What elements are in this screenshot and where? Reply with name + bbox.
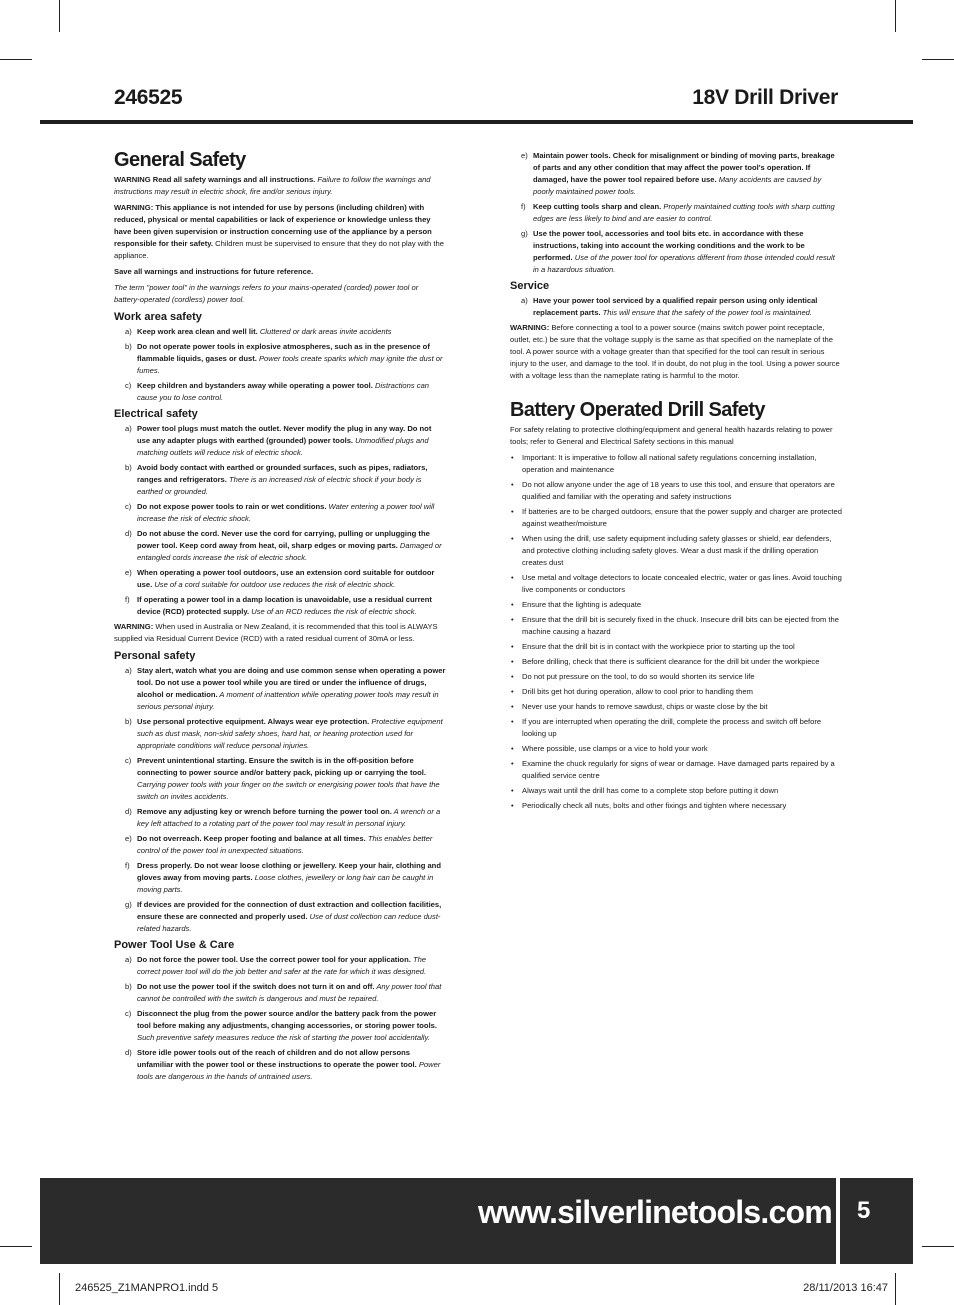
voltage-warning	[510, 322, 842, 382]
bullet-item: • If you are interrupted when operating the drill, complete the process and switch off before looking up	[510, 716, 842, 740]
bullet-item: • Before drilling, check that there is sufficient clearance for the drill bit under the workpiece	[510, 656, 842, 668]
list-item	[114, 1047, 446, 1083]
crop-mark	[922, 1246, 954, 1247]
item-marker: g)	[521, 229, 528, 238]
general-intro	[114, 174, 446, 306]
item-italic-text: Use of a cord suitable for outdoor use reduces the risk of electric shock.	[152, 580, 396, 589]
bullet-item: • Use metal and voltage detectors to locate concealed electric, water or gas lines. Avoid touching live components or conductors	[510, 572, 842, 596]
item-italic-text: Loose clothes, jewellery or long hair can be caught in moving parts.	[137, 873, 434, 894]
item-italic-text: Use of dust collection can reduce dust-related hazards.	[137, 912, 441, 933]
item-bold-text: Use the power tool, accessories and tool bits etc. in accordance with these instructions, taking into account the working conditions and the work to be performed.	[533, 229, 805, 262]
italic-text: The term "power tool" in the warnings refers to your mains-operated (corded) power tool or battery-operated (cordless) power tool.	[114, 283, 419, 304]
intro-paragraph	[114, 282, 446, 306]
item-marker: f)	[125, 595, 130, 604]
item-marker: a)	[521, 296, 528, 305]
item-italic-text: Damaged or entangled cords increase the risk of electric shock.	[137, 541, 442, 562]
list-item	[114, 326, 446, 338]
item-bold-text: Use personal protective equipment. Always wear eye protection.	[137, 717, 370, 726]
personal-heading: Personal safety	[114, 650, 196, 662]
crop-mark	[59, 0, 60, 32]
electrical-heading: Electrical safety	[114, 408, 198, 420]
item-bold-text: Avoid body contact with earthed or grounded surfaces, such as pipes, radiators, ranges and refrigerators.	[137, 463, 428, 484]
list-item	[114, 380, 446, 404]
bullet-item: • Important: It is imperative to follow all national safety regulations concerning installation, operation and maintenance	[510, 452, 842, 476]
bullet-item: • Do not put pressure on the tool, to do so would shorten its service life	[510, 671, 842, 683]
tool-use-continued-list	[510, 150, 842, 276]
item-marker: c)	[125, 502, 132, 511]
item-italic-text: The correct power tool will do the job better and safer at the rate for which it was designed.	[137, 955, 427, 976]
item-marker: a)	[125, 955, 132, 964]
bullet-item: • Examine the chuck regularly for signs of wear or damage. Have damaged parts repaired by a qualified service centre	[510, 758, 842, 782]
bullet-item: • Ensure that the drill bit is in contact with the workpiece prior to starting up the tool	[510, 641, 842, 653]
item-marker: e)	[125, 834, 132, 843]
product-code: 246525	[114, 86, 183, 109]
item-bold-text: Prevent unintentional starting. Ensure the switch is in the off-position before connecting to power source and/or battery pack, picking up or carrying the tool.	[137, 756, 427, 777]
list-item	[114, 806, 446, 830]
list-item	[114, 833, 446, 857]
product-title: 18V Drill Driver	[692, 86, 838, 109]
item-italic-text: Any power tool that cannot be controlled with the switch is dangerous and must be repaired.	[137, 982, 442, 1003]
list-item	[114, 665, 446, 713]
item-italic-text: Unmodified plugs and matching outlets will reduce risk of electric shock.	[137, 436, 429, 457]
item-italic-text: Many accidents are caused by poorly maintained power tools.	[533, 175, 822, 196]
crop-mark	[895, 1273, 896, 1305]
header-rule	[40, 120, 913, 124]
list-item	[510, 228, 842, 276]
footer-separator	[836, 1178, 840, 1264]
item-marker: c)	[125, 1009, 132, 1018]
item-marker: a)	[125, 666, 132, 675]
body-text: Children must be supervised to ensure that they do not play with the appliance.	[114, 239, 444, 260]
item-bold-text: Do not expose power tools to rain or wet conditions.	[137, 502, 327, 511]
item-italic-text: Distractions can cause you to lose control.	[137, 381, 430, 402]
item-bold-text: Maintain power tools. Check for misalignment or binding of moving parts, breakage of parts and any other condition that may affect the power tool's operation. If damaged, have the power tool repaired before use.	[533, 151, 835, 184]
item-marker: a)	[125, 424, 132, 433]
general-safety-heading: General Safety	[114, 149, 246, 171]
item-italic-text: Carrying power tools with your finger on the switch or energising power tools that have the switch on invites accidents.	[137, 780, 440, 801]
item-marker: c)	[125, 381, 132, 390]
item-bold-text: Do not force the power tool. Use the correct power tool for your application.	[137, 955, 411, 964]
warning-text: Before connecting a tool to a power source (mains switch power point receptacle, outlet, etc.) be sure that the voltage supply is the same as that specified on the nameplate of the tool. A power source with a voltage greater than that specified for the tool can result in serious injury to the user, and damage to the tool. If in doubt, do not plug in the tool. Using a power source with a voltage less than the nameplate rating is harmful to the motor.	[510, 323, 840, 380]
item-marker: b)	[125, 463, 132, 472]
item-marker: b)	[125, 982, 132, 991]
item-bold-text: When operating a power tool outdoors, use an extension cord suitable for outdoor use.	[137, 568, 435, 589]
item-bold-text: Keep cutting tools sharp and clean.	[533, 202, 662, 211]
bullet-item: • When using the drill, use safety equipment including safety glasses or shield, ear defenders, and protective clothing including safety gloves. Wear a dust mask if the drilling operation creates dust	[510, 533, 842, 569]
battery-bullet-list	[510, 452, 842, 812]
warning-text: When used in Australia or New Zealand, it is recommended that this tool is ALWAYS supplied via Residual Current Device (RCD) with a rated residual current of 30mA or less.	[114, 622, 438, 643]
service-list	[510, 295, 842, 319]
item-bold-text: Have your power tool serviced by a qualified repair person using only identical replacement parts.	[533, 296, 818, 317]
item-italic-text: Power tools create sparks which may ignite the dust or fumes.	[137, 354, 443, 375]
crop-mark	[0, 59, 32, 60]
item-bold-text: Stay alert, watch what you are doing and use common sense when operating a power tool. Do not use a power tool while you are tired or under the influence of drugs, alcohol or medication.	[137, 666, 446, 699]
bullet-item: • Always wait until the drill has come to a complete stop before putting it down	[510, 785, 842, 797]
service-heading: Service	[510, 280, 550, 292]
list-item	[114, 954, 446, 978]
list-item	[114, 528, 446, 564]
work-area-heading: Work area safety	[114, 311, 202, 323]
list-item	[114, 755, 446, 803]
item-italic-text: A wrench or a key left attached to a rotating part of the power tool may result in personal injury.	[137, 807, 441, 828]
item-bold-text: Keep children and bystanders away while operating a power tool.	[137, 381, 373, 390]
item-italic-text: This enables better control of the power tool in unexpected situations.	[137, 834, 433, 855]
file-slug: 246525_Z1MANPRO1.indd 5	[75, 1282, 219, 1294]
list-item	[114, 423, 446, 459]
list-item	[114, 716, 446, 752]
list-item	[510, 201, 842, 225]
intro-paragraph	[114, 202, 446, 262]
item-marker: e)	[125, 568, 132, 577]
item-marker: e)	[521, 151, 528, 160]
item-bold-text: Do not use the power tool if the switch does not turn it on and off.	[137, 982, 375, 991]
list-item	[114, 341, 446, 377]
item-marker: b)	[125, 342, 132, 351]
battery-intro: For safety relating to protective clothing/equipment and general health hazards relating to power tools; refer to General and Electrical Safety sections in this manual	[510, 425, 833, 446]
work-area-list	[114, 326, 446, 404]
list-item	[114, 899, 446, 935]
item-marker: f)	[521, 202, 526, 211]
right-column	[510, 150, 842, 815]
item-marker: f)	[125, 861, 130, 870]
left-column	[114, 148, 446, 1086]
bullet-item: • If batteries are to be charged outdoors, ensure that the power supply and charger are protected against weather/moisture	[510, 506, 842, 530]
item-bold-text: Remove any adjusting key or wrench before turning the power tool on.	[137, 807, 392, 816]
item-bold-text: Do not abuse the cord. Never use the cord for carrying, pulling or unplugging the power tool. Keep cord away from heat, oil, sharp edges or moving parts.	[137, 529, 430, 550]
crop-mark	[895, 0, 896, 32]
item-italic-text: Cluttered or dark areas invite accidents	[257, 327, 392, 336]
crop-mark	[0, 1246, 32, 1247]
item-italic-text: A moment of inattention while operating power tools may result in serious personal injury.	[137, 690, 439, 711]
list-item	[114, 462, 446, 498]
website-url[interactable]: www.silverlinetools.com	[478, 1194, 832, 1230]
list-item	[114, 1008, 446, 1044]
bold-text: WARNING Read all safety warnings and all instructions.	[114, 175, 318, 184]
intro-paragraph	[114, 266, 446, 278]
item-bold-text: Do not overreach. Keep proper footing and balance at all times.	[137, 834, 366, 843]
warning-label: WARNING:	[114, 622, 154, 631]
bullet-item: • Where possible, use clamps or a vice to hold your work	[510, 743, 842, 755]
personal-list	[114, 665, 446, 935]
item-italic-text: Power tools are dangerous in the hands of untrained users.	[137, 1060, 441, 1081]
item-bold-text: Do not operate power tools in explosive atmospheres, such as in the presence of flammable liquids, gases or dust.	[137, 342, 430, 363]
bullet-item: • Do not allow anyone under the age of 18 years to use this tool, and ensure that operators are qualified and familiar with the operating and safety instructions	[510, 479, 842, 503]
item-marker: d)	[125, 1048, 132, 1057]
bold-text: WARNING: This appliance is not intended for use by persons (including children) with reduced, physical or mental capabilities or lack of experience or knowledge unless they have been given supervision or instruction concerning use of the appliance by a person responsible for their safety.	[114, 203, 432, 248]
list-item	[114, 594, 446, 618]
item-italic-text: Properly maintained cutting tools with sharp cutting edges are less likely to bind and are easier to control.	[533, 202, 835, 223]
bullet-item: • Periodically check all nuts, bolts and other fixings and tighten where necessary	[510, 800, 842, 812]
item-italic-text: Water entering a power tool will increase the risk of electric shock.	[137, 502, 435, 523]
list-item	[114, 501, 446, 525]
item-marker: a)	[125, 327, 132, 336]
bullet-item: • Ensure that the drill bit is securely fixed in the chuck. Insecure drill bits can be ejected from the machine causing a hazard	[510, 614, 842, 638]
item-bold-text: Store idle power tools out of the reach of children and do not allow persons unfamiliar with the power tool or these instructions to operate the power tool.	[137, 1048, 417, 1069]
intro-paragraph	[114, 174, 446, 198]
list-item	[114, 567, 446, 591]
warning-label: WARNING:	[510, 323, 550, 332]
tool-use-heading: Power Tool Use & Care	[114, 939, 235, 951]
item-marker: c)	[125, 756, 132, 765]
italic-text: Failure to follow the warnings and instructions may result in electric shock, fire and/or serious injury.	[114, 175, 431, 196]
item-bold-text: If operating a power tool in a damp location is unavoidable, use a residual current device (RCD) protected supply.	[137, 595, 432, 616]
tool-use-list	[114, 954, 446, 1083]
bold-text: Save all warnings and instructions for future reference.	[114, 267, 314, 276]
item-marker: g)	[125, 900, 132, 909]
date-slug: 28/11/2013 16:47	[803, 1282, 888, 1294]
list-item	[510, 150, 842, 198]
battery-safety-heading: Battery Operated Drill Safety	[510, 399, 765, 421]
crop-mark	[922, 59, 954, 60]
list-item	[114, 860, 446, 896]
item-marker: d)	[125, 807, 132, 816]
bullet-item: • Drill bits get hot during operation, allow to cool prior to handling them	[510, 686, 842, 698]
item-italic-text: Protective equipment such as dust mask, non-skid safety shoes, hard hat, or hearing protection used for appropriate conditions will reduce personal injuries.	[137, 717, 443, 750]
item-bold-text: Disconnect the plug from the power source and/or the battery pack from the power tool before making any adjustments, changing accessories, or storing power tools.	[137, 1009, 438, 1030]
item-italic-text: Use of the power tool for operations different from those intended could result in a hazardous situation.	[533, 253, 835, 274]
item-italic-text: Such preventive safety measures reduce the risk of starting the power tool accidentally.	[137, 1033, 430, 1042]
item-marker: b)	[125, 717, 132, 726]
bullet-item: • Never use your hands to remove sawdust, chips or waste close by the bit	[510, 701, 842, 713]
electrical-list	[114, 423, 446, 618]
item-bold-text: Keep work area clean and well lit.	[137, 327, 258, 336]
page-number: 5	[857, 1197, 871, 1224]
item-bold-text: Power tool plugs must match the outlet. Never modify the plug in any way. Do not use any adapter plugs with earthed (grounded) power tools.	[137, 424, 432, 445]
rcd-warning	[114, 621, 446, 645]
item-italic-text: There is an increased risk of electric shock if your body is earthed or grounded.	[137, 475, 422, 496]
item-italic-text: Use of an RCD reduces the risk of electric shock.	[249, 607, 417, 616]
crop-mark	[59, 1273, 60, 1305]
list-item	[510, 295, 842, 319]
list-item	[114, 981, 446, 1005]
item-bold-text: Dress properly. Do not wear loose clothing or jewellery. Keep your hair, clothing and gloves away from moving parts.	[137, 861, 441, 882]
bullet-item: • Ensure that the lighting is adequate	[510, 599, 842, 611]
item-marker: d)	[125, 529, 132, 538]
item-bold-text: If devices are provided for the connection of dust extraction and collection facilities, ensure these are connected and properly used.	[137, 900, 442, 921]
item-italic-text: This will ensure that the safety of the power tool is maintained.	[600, 308, 812, 317]
